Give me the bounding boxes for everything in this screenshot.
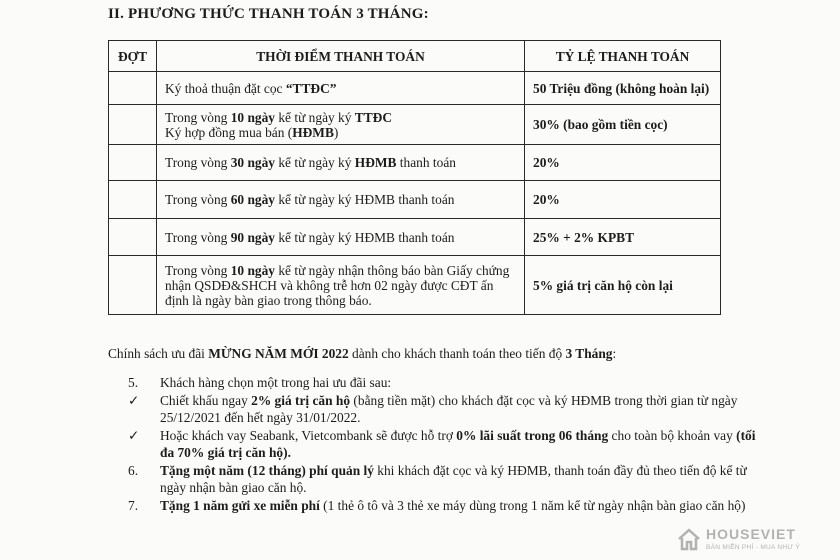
- table-header-row: [109, 41, 721, 72]
- payment-rate-cell: 20%: [525, 181, 721, 219]
- list-item-text: Tặng một năm (12 tháng) phí quản lý khi khách đặt cọc và ký HĐMB, thanh toán đầy đủ theo tiến độ kể từ ngày nhận bàn giao căn hộ.: [160, 462, 747, 495]
- list-item: [128, 462, 768, 497]
- list-item-text: Tặng 1 năm gửi xe miễn phí (1 thẻ ô tô và 3 thẻ xe máy dùng trong 1 năm kể từ ngày nhận bàn giao căn hộ): [160, 497, 746, 513]
- house-logo-icon: [676, 526, 702, 552]
- checkmark-icon: ✓: [128, 427, 140, 443]
- payment-time-cell: Trong vòng 10 ngày kể từ ngày nhận thông báo bàn Giấy chứng nhận QSDĐ&SHCH và không trễ hơn 02 ngày được CĐT ấn định là ngày bàn giao trong thông báo.: [157, 256, 525, 315]
- section-heading: II. PHƯƠNG THỨC THANH TOÁN 3 THÁNG:: [108, 6, 429, 22]
- watermark-brand: HOUSEVIET: [706, 526, 796, 542]
- table-row: [109, 145, 721, 181]
- list-item: [128, 497, 768, 515]
- payment-rate-cell: 20%: [525, 145, 721, 181]
- payment-time-cell: Ký thoả thuận đặt cọc “TTĐC”: [157, 72, 525, 105]
- payment-rate-cell: 30% (bao gồm tiền cọc): [525, 105, 721, 145]
- payment-rate-cell: 5% giá trị căn hộ còn lại: [525, 256, 721, 315]
- table-row: [109, 105, 721, 145]
- list-item: [128, 374, 768, 392]
- list-marker: 7.: [128, 497, 139, 513]
- installment-cell: [109, 72, 157, 105]
- header-payment-time: THỜI ĐIỂM THANH TOÁN: [157, 41, 525, 72]
- checkmark-icon: ✓: [128, 392, 140, 408]
- payment-time-cell: Trong vòng 10 ngày kể từ ngày ký TTĐC Ký hợp đồng mua bán (HĐMB): [157, 105, 525, 145]
- header-payment-rate: TỶ LỆ THANH TOÁN: [525, 41, 721, 72]
- installment-cell: [109, 105, 157, 145]
- payment-rate-cell: 50 Triệu đồng (không hoàn lại): [525, 72, 721, 105]
- table-row: [109, 219, 721, 256]
- list-item: [128, 392, 768, 427]
- installment-cell: [109, 219, 157, 256]
- payment-time-cell: Trong vòng 60 ngày kể từ ngày ký HĐMB thanh toán: [157, 181, 525, 219]
- watermark-tagline: BÁN MIỄN PHÍ - MUA NHƯ Ý: [706, 544, 801, 551]
- promotion-intro: Chính sách ưu đãi MỪNG NĂM MỚI 2022 dành cho khách thanh toán theo tiến độ 3 Tháng:: [108, 346, 617, 361]
- list-item-text: Chiết khấu ngay 2% giá trị căn hộ (bằng tiền mặt) cho khách đặt cọc và ký HĐMB trong thời gian từ ngày 25/12/2021 đến hết ngày 31/01/2022.: [160, 392, 738, 425]
- payment-schedule-table: [108, 40, 721, 315]
- list-item-text: Khách hàng chọn một trong hai ưu đãi sau:: [160, 375, 392, 390]
- installment-cell: [109, 256, 157, 315]
- payment-time-cell: Trong vòng 30 ngày kể từ ngày ký HĐMB thanh toán: [157, 145, 525, 181]
- installment-cell: [109, 181, 157, 219]
- list-item: [128, 427, 768, 462]
- header-installment: ĐỢT: [109, 41, 157, 72]
- list-item-text: Hoặc khách vay Seabank, Vietcombank sẽ được hỗ trợ 0% lãi suất trong 06 tháng cho toàn bộ khoản vay (tối đa 70% giá trị căn hộ).: [160, 427, 756, 460]
- table-row: [109, 72, 721, 105]
- installment-cell: [109, 145, 157, 181]
- list-marker: 6.: [128, 462, 139, 478]
- payment-time-cell: Trong vòng 90 ngày kể từ ngày ký HĐMB thanh toán: [157, 219, 525, 256]
- watermark: [676, 524, 836, 558]
- list-marker: 5.: [128, 375, 139, 390]
- table-row: [109, 181, 721, 219]
- table-row: [109, 256, 721, 315]
- payment-rate-cell: 25% + 2% KPBT: [525, 219, 721, 256]
- promotion-list: [128, 374, 768, 514]
